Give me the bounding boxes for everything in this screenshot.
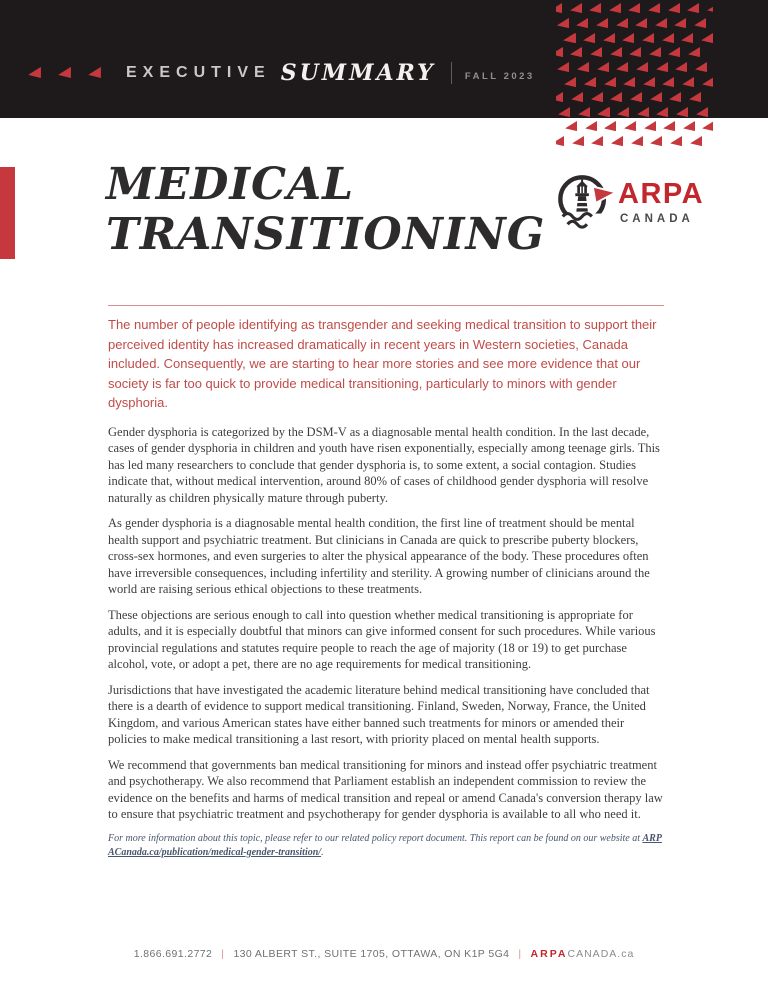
pattern-triangle-icon <box>669 136 684 148</box>
intro-paragraph: The number of people identifying as transgender and seeking medical transition to support their perceived identity has increased dramatically in recent years in Western societies, Canada included. Consequently, we are starting to hear more stories and see more evidence that our society is far too quick to provide medical transitioning, particularly to minors with gender dysphoria. <box>108 305 664 413</box>
arpa-logo <box>556 170 704 232</box>
pattern-triangle-icon <box>662 121 677 133</box>
lighthouse-icon <box>556 170 614 232</box>
kicker-summary: SUMMARY <box>280 60 436 86</box>
brand-wordmark: ARPA <box>618 178 705 210</box>
footer-separator: | <box>518 948 522 960</box>
body-paragraph: Gender dysphoria is categorized by the DSM-V as a diagnosable mental health condition. In the last decade, cases of gender dysphoria in children and youth have risen exponentially, especially among teenage girls. This has led many researchers to conclude that gender dysphoria is, to some extent, a social contagion. Studies indicate that, without medical intervention, around 80% of cases of childhood gender dysphoria will resolve naturally as children physically mature through puberty. <box>108 424 660 505</box>
footer-separator: | <box>221 948 225 960</box>
kicker-executive: EXECUTIVE <box>126 64 271 81</box>
body-paragraph: We recommend that governments ban medical transitioning for minors and instead offer psychiatric treatment and psychotherapy. We also recommend that Parliament establish an independent commission to review the evidence on the benefits and harms of medical transition and repeal or amend Canada's conversion therapy law to ensure that psychiatric treatment and psychotherapy for gender dysphoria is available to all who need it. <box>108 757 663 821</box>
left-arrow-triangle-icon <box>87 66 103 79</box>
brand-subtext: CANADA <box>620 213 694 225</box>
pattern-triangle-icon <box>630 136 645 148</box>
body-copy <box>108 424 664 823</box>
footer-site-rest: CANADA.ca <box>567 948 635 960</box>
footnote-link[interactable]: ARPACanada.ca/publication/medical-gender-transition/ <box>108 832 662 858</box>
pattern-triangle-icon <box>556 136 566 148</box>
pattern-triangle-icon <box>591 136 606 148</box>
address: 130 ALBERT ST., SUITE 1705, OTTAWA, ON K1P 5G4 <box>233 948 510 960</box>
phone-number: 1.866.691.2772 <box>133 948 213 960</box>
pattern-triangle-icon <box>571 136 586 148</box>
pattern-triangle-icon <box>604 121 619 133</box>
body-paragraph: Jurisdictions that have investigated the academic literature behind medical transitioning have concluded that there is a dearth of evidence to support medical transitioning. Finland, Sweden, Norway, France, the United Kingdom, and various American states have either banned such treatments for minors or amended their policies to make medical transitioning a last resort, with priority placed on mental health supports. <box>108 682 650 746</box>
pattern-triangle-icon <box>650 136 665 148</box>
left-arrow-triangle-icon <box>57 66 73 79</box>
header-row <box>28 60 535 86</box>
footer <box>0 948 768 960</box>
body-paragraph: As gender dysphoria is a diagnosable mental health condition, the first line of treatment should be mental health support and psychiatric treatment. But clinicians in Canada are quick to prescribe puberty blockers, cross-sex hormones, and even surgeries to alter the physical appearance of the body. These procedures often have irreversible consequences, including infertility and sterility. A growing number of clinicians around the world are raising serious ethical objections to these treatments. <box>108 516 650 596</box>
red-accent-bar <box>0 167 15 259</box>
pattern-triangle-icon <box>689 136 704 148</box>
pattern-triangle-icon <box>623 121 638 133</box>
header-bar <box>0 0 768 118</box>
footnote <box>108 832 664 860</box>
logo-text <box>618 180 704 225</box>
footnote-suffix: . <box>321 846 324 858</box>
page-title-line2: TRANSITIONING <box>106 209 546 260</box>
pattern-triangle-icon <box>584 121 599 133</box>
pattern-triangle-icon <box>603 121 618 133</box>
pattern-triangle-icon <box>610 136 625 148</box>
footnote-text: For more information about this topic, please refer to our related policy report document. This report can be found on our website at <box>108 832 643 844</box>
page-title <box>106 160 545 260</box>
pattern-triangle-icon <box>682 121 697 133</box>
pattern-triangle-icon <box>702 121 713 133</box>
left-arrow-triangle-icon <box>27 66 43 79</box>
content-column <box>108 305 664 860</box>
pattern-triangle-icon <box>610 136 625 148</box>
footer-site-brand: ARPA <box>530 948 568 960</box>
pattern-triangle-icon <box>564 121 579 133</box>
body-paragraph: These objections are serious enough to call into question whether medical transitioning is appropriate for adults, and it is especially doubtful that minors can give informed consent for such procedures. While various provincial regulations and statutes require people to reach the age of majority (18 or 19) to get purchase alcohol, vote, or adopt a pet, there are no age requirements for medical transitioning. <box>108 607 656 671</box>
page-title-line1: MEDICAL <box>106 159 355 210</box>
kicker-divider <box>451 62 452 84</box>
issue-label: FALL 2023 <box>464 70 535 82</box>
pattern-triangle-icon <box>643 121 658 133</box>
